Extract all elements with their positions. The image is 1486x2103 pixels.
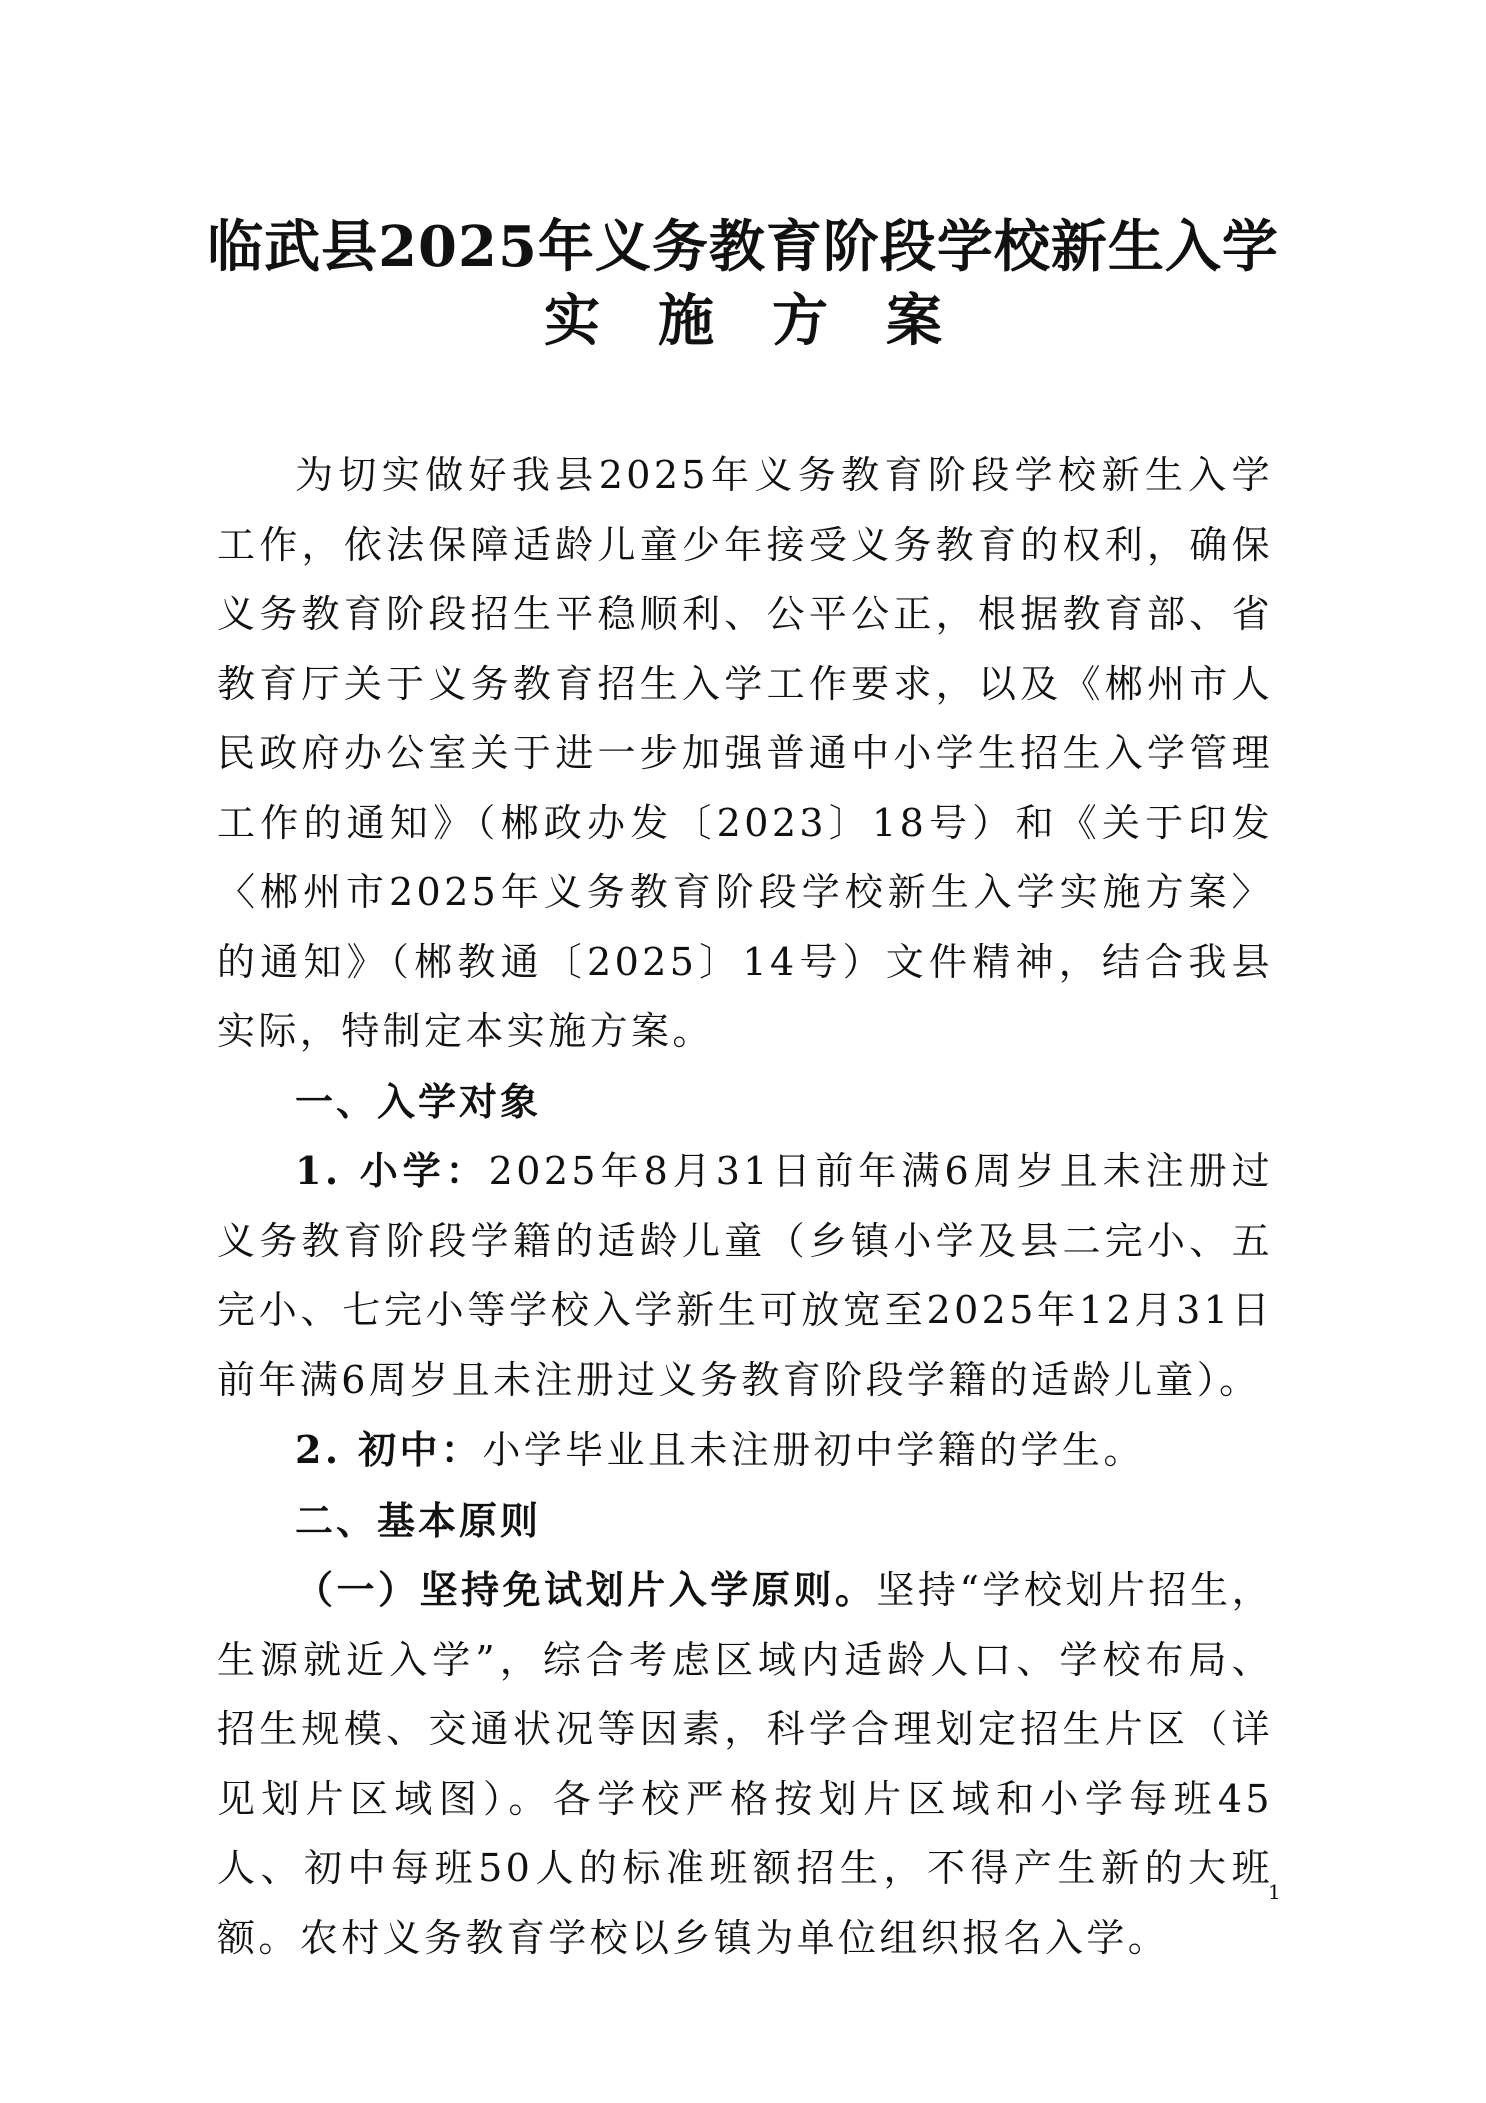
document-title-line1: 临武县2025年义务教育阶段学校新生入学 xyxy=(207,214,1279,280)
document-title-line2: 实施方案 xyxy=(544,288,1000,354)
principle-paragraph-1 xyxy=(217,1555,1273,1973)
principle-1-label: （一）坚持免试划片入学原则。 xyxy=(295,1567,877,1612)
section-heading-enrollment-targets: 一、入学对象 xyxy=(295,1078,542,1124)
item-primary-school-label: 1. 小学： xyxy=(295,1148,489,1193)
item-junior-high-text: 小学毕业且未注册初中学籍的学生。 xyxy=(482,1428,1145,1472)
page-number: 1 xyxy=(1268,1880,1281,1904)
item-primary-school-text: 2025年8月31日前年满6周岁且未注册过义务教育阶段学籍的适龄儿童（乡镇小学及县二完小、五完小、七完小等学校入学新生可放宽至2025年12月31日前年满6周岁且未注册过义务教育阶段学籍的适龄儿童）。 xyxy=(217,1149,1273,1402)
section-heading-basic-principles: 二、基本原则 xyxy=(295,1497,542,1543)
item-junior-high-label: 2. 初中： xyxy=(295,1427,483,1472)
principle-1-text: 坚持“学校划片招生，生源就近入学”，综合考虑区域内适龄人口、学校布局、招生规模、交通状况等因素，科学合理划定招生片区（详见划片区域图）。各学校严格按划片区域和小学每班45人、初中每班50人的标准班额招生，不得产生新的大班额。农村义务教育学校以乡镇为单位组织报名入学。 xyxy=(217,1568,1273,1960)
document-body xyxy=(217,441,1273,1973)
item-primary-school xyxy=(217,1136,1273,1415)
intro-paragraph: 为切实做好我县2025年义务教育阶段学校新生入学工作，依法保障适龄儿童少年接受义务教育的权利，确保义务教育阶段招生平稳顺利、公平公正，根据教育部、省教育厅关于义务教育招生入学工作要求，以及《郴州市人民政府办公室关于进一步加强普通中小学生招生入学管理工作的通知》（郴政办发〔2023〕18号）和《关于印发〈郴州市2025年义务教育阶段学校新生入学实施方案〉的通知》（郴教通〔2025〕14号）文件精神，结合我县实际，特制定本实施方案。 xyxy=(217,453,1273,1053)
item-junior-high xyxy=(217,1415,1273,1486)
